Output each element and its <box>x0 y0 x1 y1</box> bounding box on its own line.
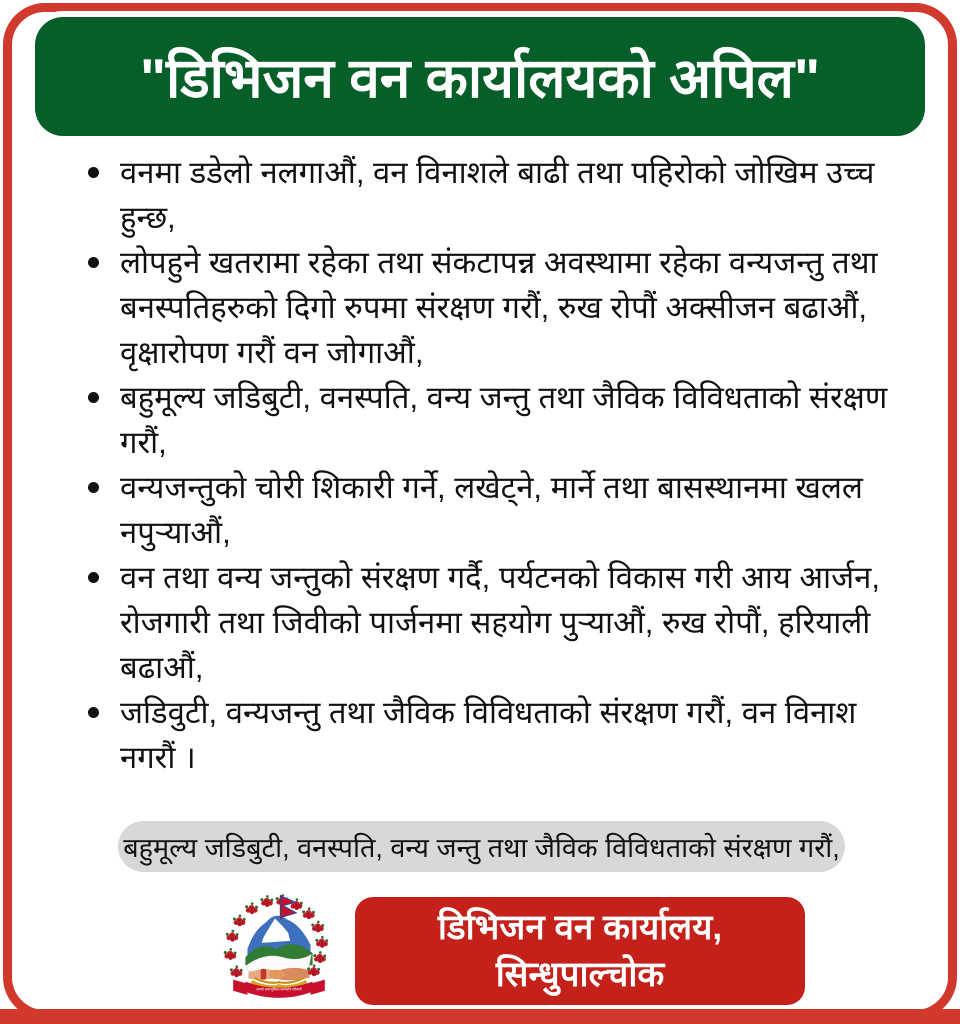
header-banner <box>35 17 925 136</box>
list-item-text: जडिवुटी, वन्यजन्तु तथा जैविक विविधताको संरक्षण गरौं, वन विनाश नगरौं । <box>120 695 857 775</box>
list-item-text: बहुमूल्य जडिबुटी, वनस्पति, वन्य जन्तु तथा जैविक विविधताको संरक्षण गरौं, <box>120 380 888 460</box>
list-item-text: वन तथा वन्य जन्तुको संरक्षण गर्दै, पर्यटनको विकास गरी आय आर्जन, रोजगारी तथा जिवीको पार्जनमा सहयोग पुऱ्याऔं, रुख रोपौं, हरियाली बढाऔं, <box>120 560 880 685</box>
list-item <box>88 240 900 375</box>
list-item-text: वन्यजन्तुको चोरी शिकारी गर्ने, लखेट्ने, मार्ने तथा बासस्थानमा खलल नपुऱ्याऔं, <box>120 470 863 550</box>
bottom-strip <box>0 1009 960 1024</box>
list-item <box>88 150 900 240</box>
list-item-text: वनमा डडेलो नलगाऔं, वन विनाशले बाढी तथा पहिरोको जोखिम उच्च हुन्छ, <box>120 155 875 235</box>
appeal-list <box>88 150 900 780</box>
office-district: सिन्धुपाल्चोक <box>495 955 665 994</box>
highlight-text: बहुमूल्य जडिबुटी, वनस्पति, वन्य जन्तु तथा जैविक विविधताको संरक्षण गरौं, <box>123 833 840 863</box>
list-item <box>88 375 900 465</box>
list-item <box>88 465 900 555</box>
bullet-icon <box>88 257 99 268</box>
nepal-emblem <box>223 892 335 1004</box>
bullet-icon <box>88 572 99 583</box>
list-item-text: लोपहुने खतरामा रहेका तथा संकटापन्न अवस्थामा रहेका वन्यजन्तु तथा बनस्पतिहरुको दिगो रुपमा संरक्षण गरौं, रुख रोपौं अक्सीजन बढाऔं, वृक्षारोपण गरौं वन जोगाऔं, <box>120 245 878 370</box>
list-item <box>88 690 900 780</box>
office-banner <box>355 897 805 1005</box>
page-title: "डिभिजन वन कार्यालयको अपिल" <box>139 47 821 109</box>
bullet-icon <box>88 392 99 403</box>
list-item <box>88 555 900 690</box>
office-name: डिभिजन वन कार्यालय, <box>437 908 723 947</box>
emblem-motto: जननी जन्मभूमिश्च स्वर्गादपि गरीयसी <box>256 987 302 992</box>
highlight-bar <box>118 821 845 872</box>
bullet-icon <box>88 482 99 493</box>
bullet-icon <box>88 167 99 178</box>
bullet-icon <box>88 707 99 718</box>
